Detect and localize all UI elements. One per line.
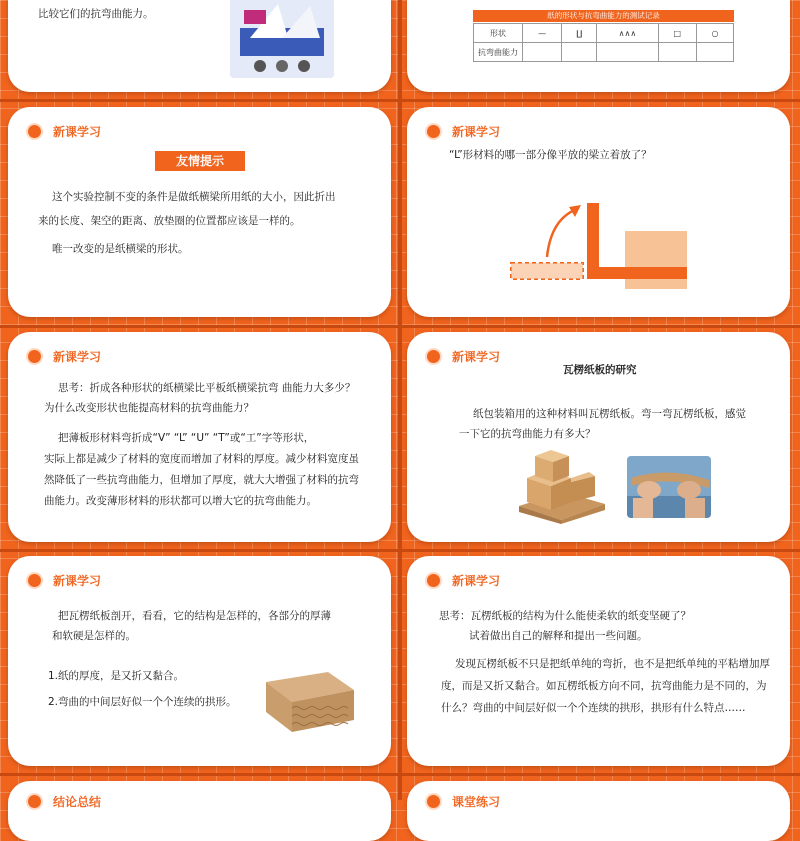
empty-cell [658, 43, 696, 62]
slide-tag [28, 793, 101, 810]
row-divider [0, 99, 800, 102]
section-heading: 瓦楞纸板的研究 [563, 364, 637, 376]
tip-banner: 友情提示 [155, 151, 245, 171]
bullet-dot-icon [28, 125, 41, 138]
slide-tag-label: 新课学习 [452, 350, 501, 364]
slide-1-text: 比较它们的抗弯曲能力。 [38, 8, 154, 20]
question-line: 思考：折成各种形状的纸横梁比平板纸横梁抗弯 曲能力大多少？ [58, 382, 356, 394]
table-row [474, 43, 734, 62]
table-row [474, 24, 734, 43]
record-table [473, 23, 734, 62]
bullet-dot-icon [427, 350, 440, 363]
empty-cell [696, 43, 733, 62]
slide-1[interactable] [8, 0, 391, 92]
row-divider [0, 773, 800, 776]
slide-tag-label: 结论总结 [53, 795, 102, 809]
rotate-arrow-icon [547, 209, 577, 257]
question-text: “L”形材料的哪一部分像平放的梁立着放了？ [449, 149, 652, 161]
shape-cell: ○ [696, 24, 733, 43]
slide-tag-label: 新课学习 [452, 574, 501, 588]
slide-tag [427, 123, 500, 140]
body-line: 纸包装箱用的这种材料叫瓦楞纸板。弯一弯瓦楞纸板，感觉 [473, 408, 746, 420]
slide-8[interactable] [407, 556, 790, 766]
slide-tag [427, 572, 500, 589]
tip-text-line: 来的长度、架空的距离、放垫圈的位置都应该是一样的。 [38, 215, 301, 227]
flat-beam-fill [511, 263, 583, 279]
l-beam-diagram [507, 195, 697, 295]
shape-cell: ∐ [562, 24, 597, 43]
shape-cell: □ [658, 24, 696, 43]
paper-models-photo [230, 0, 334, 78]
body-line: 把薄板形材料弯折成“V” “L” “U” “T”或“工”字等形状， [58, 432, 315, 444]
shape-cell: — [523, 24, 562, 43]
slide-2[interactable] [407, 0, 790, 92]
column-divider [398, 0, 402, 800]
slide-6[interactable] [407, 332, 790, 542]
l-horizontal-bar [587, 267, 687, 279]
bullet-dot-icon [427, 574, 440, 587]
bending-cardboard-photo [627, 456, 711, 518]
empty-cell [523, 43, 562, 62]
row-divider [0, 549, 800, 552]
question-line: 试着做出自己的解释和提出一些问题。 [469, 630, 648, 642]
list-item: 2.弯曲的中间层好似一个个连续的拱形。 [48, 696, 237, 708]
slide-9[interactable] [8, 781, 391, 841]
shape-cell: ∧∧∧ [597, 24, 658, 43]
slide-5[interactable] [8, 332, 391, 542]
slide-tag [427, 793, 500, 810]
cardboard-boxes-photo [513, 448, 607, 524]
body-line: 发现瓦楞纸板不只是把纸单纯的弯折，也不是把纸单纯的平粘增加厚 [455, 658, 770, 670]
body-line: 把瓦楞纸板剖开，看看，它的结构是怎样的，各部分的厚薄 [58, 610, 331, 622]
question-line: 为什么改变形状也能提高材料的抗弯曲能力？ [44, 402, 254, 414]
bullet-dot-icon [427, 125, 440, 138]
slide-tag [28, 572, 101, 589]
row-divider [0, 325, 800, 328]
bullet-dot-icon [28, 574, 41, 587]
body-line: 实际上都是减少了材料的宽度而增加了材料的厚度。减少材料宽度虽 [44, 453, 359, 465]
tip-text-line: 唯一改变的是纸横梁的形状。 [52, 243, 189, 255]
slide-4[interactable] [407, 107, 790, 317]
slide-3[interactable] [8, 107, 391, 317]
slide-tag [427, 348, 500, 365]
body-line: 和软硬是怎样的。 [52, 630, 136, 642]
body-line: 一下它的抗弯曲能力有多大？ [459, 428, 596, 440]
list-item: 1.纸的厚度，是又折又黏合。 [48, 670, 185, 682]
bullet-dot-icon [28, 795, 41, 808]
tip-text-line: 这个实验控制不变的条件是做纸横梁所用纸的大小，因此折出 [52, 191, 336, 203]
square-block [625, 231, 687, 289]
slide-tag [28, 348, 101, 365]
slide-tag [28, 123, 101, 140]
empty-cell [597, 43, 658, 62]
body-line: 然降低了一些抗弯曲能力，但增加了厚度，就大大增强了材料的抗弯 [44, 474, 359, 486]
empty-cell [562, 43, 597, 62]
table-row-label: 形状 [474, 24, 523, 43]
record-table-caption: 纸的形状与抗弯曲能力的测试记录 [473, 10, 734, 22]
slide-7[interactable] [8, 556, 391, 766]
question-line: 思考：瓦楞纸板的结构为什么能使柔软的纸变坚硬了？ [439, 610, 691, 622]
bullet-dot-icon [427, 795, 440, 808]
body-line: 度，而是又折又黏合。如瓦楞纸板方向不同，抗弯曲能力是不同的，为 [441, 680, 767, 692]
slide-tag-label: 新课学习 [53, 350, 102, 364]
slide-tag-label: 新课学习 [452, 125, 501, 139]
corrugated-board-photo [258, 662, 358, 742]
slide-tag-label: 课堂练习 [452, 795, 501, 809]
slide-10[interactable] [407, 781, 790, 841]
body-line: 曲能力。改变薄形材料的形状都可以增大它的抗弯曲能力。 [44, 495, 317, 507]
bullet-dot-icon [28, 350, 41, 363]
slide-tag-label: 新课学习 [53, 125, 102, 139]
body-line: 什么？弯曲的中间层好似一个个连续的拱形，拱形有什么特点…… [441, 702, 746, 714]
slide-tag-label: 新课学习 [53, 574, 102, 588]
table-row-label: 抗弯曲能力 [474, 43, 523, 62]
